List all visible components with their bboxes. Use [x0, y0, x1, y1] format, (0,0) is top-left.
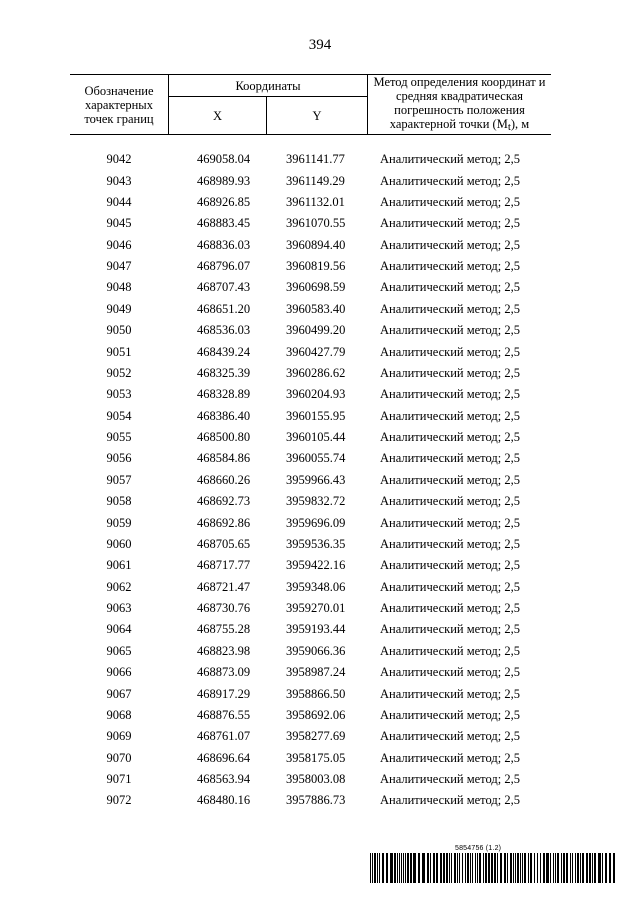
point-id: 9058 — [106, 494, 132, 509]
table-row — [70, 299, 550, 320]
point-id: 9072 — [106, 793, 132, 808]
y-coordinate: 3960698.59 — [286, 280, 346, 295]
x-coordinate: 468536.03 — [197, 323, 251, 338]
y-coordinate: 3960427.79 — [286, 344, 346, 359]
table-row — [70, 235, 550, 256]
point-id: 9068 — [106, 707, 132, 722]
y-coordinate: 3960204.93 — [286, 387, 346, 402]
method-value: Аналитический метод; 2,5 — [380, 707, 520, 722]
point-id: 9044 — [106, 194, 132, 209]
method-value: Аналитический метод; 2,5 — [380, 259, 520, 274]
point-id: 9047 — [106, 259, 132, 274]
method-value: Аналитический метод; 2,5 — [380, 280, 520, 295]
method-value: Аналитический метод; 2,5 — [380, 301, 520, 316]
x-coordinate: 468989.93 — [197, 173, 251, 188]
table-row — [70, 406, 550, 427]
method-value: Аналитический метод; 2,5 — [380, 152, 520, 167]
x-coordinate: 468707.43 — [197, 280, 251, 295]
x-coordinate: 468439.24 — [197, 344, 251, 359]
y-coordinate: 3961070.55 — [286, 216, 346, 231]
table-row — [70, 555, 550, 576]
point-id: 9070 — [106, 750, 132, 765]
y-coordinate: 3959832.72 — [286, 494, 346, 509]
table-row — [70, 534, 550, 555]
x-coordinate: 468917.29 — [197, 686, 251, 701]
table-row — [70, 769, 550, 790]
x-coordinate: 468796.07 — [197, 259, 251, 274]
point-id: 9065 — [106, 643, 132, 658]
method-column-header: Метод определения координат и средняя квадратическая погрешность положения характерной точки (Mt), м — [368, 75, 552, 135]
method-value: Аналитический метод; 2,5 — [380, 772, 520, 787]
point-id: 9043 — [106, 173, 132, 188]
method-value: Аналитический метод; 2,5 — [380, 665, 520, 680]
x-coordinate: 468328.89 — [197, 387, 251, 402]
table-row — [70, 320, 550, 341]
x-coordinate: 468876.55 — [197, 707, 251, 722]
barcode — [370, 853, 618, 883]
point-id: 9050 — [106, 323, 132, 338]
y-column-header: Y — [267, 97, 368, 135]
x-coordinate: 468717.77 — [197, 558, 251, 573]
x-coordinate: 468696.64 — [197, 750, 251, 765]
method-value: Аналитический метод; 2,5 — [380, 472, 520, 487]
page-number: 394 — [308, 37, 332, 53]
x-coordinate: 468584.86 — [197, 451, 251, 466]
point-id: 9062 — [106, 579, 132, 594]
y-coordinate: 3958692.06 — [286, 707, 346, 722]
point-id: 9048 — [106, 280, 132, 295]
table-row — [70, 427, 550, 448]
table-row — [70, 726, 550, 747]
point-id: 9057 — [106, 472, 132, 487]
y-coordinate: 3959422.16 — [286, 558, 346, 573]
x-coordinate: 469058.04 — [197, 152, 251, 167]
method-value: Аналитический метод; 2,5 — [380, 515, 520, 530]
table-row — [70, 149, 550, 170]
x-coordinate: 468325.39 — [197, 365, 251, 380]
y-coordinate: 3960894.40 — [286, 237, 346, 252]
method-value: Аналитический метод; 2,5 — [380, 622, 520, 637]
y-coordinate: 3961149.29 — [286, 173, 345, 188]
y-coordinate: 3960155.95 — [286, 408, 346, 423]
x-coordinate: 468755.28 — [197, 622, 251, 637]
y-coordinate: 3961141.77 — [286, 152, 345, 167]
table-row — [70, 170, 550, 191]
point-id: 9059 — [106, 515, 132, 530]
table-row — [70, 213, 550, 234]
method-value: Аналитический метод; 2,5 — [380, 430, 520, 445]
table-row — [70, 192, 550, 213]
y-coordinate: 3959348.06 — [286, 579, 346, 594]
table-row — [70, 512, 550, 533]
y-coordinate: 3959966.43 — [286, 472, 346, 487]
method-value: Аналитический метод; 2,5 — [380, 643, 520, 658]
table-row — [70, 662, 550, 683]
y-coordinate: 3958277.69 — [286, 729, 346, 744]
x-coordinate: 468692.73 — [197, 494, 251, 509]
point-id: 9064 — [106, 622, 132, 637]
method-value: Аналитический метод; 2,5 — [380, 408, 520, 423]
point-id: 9067 — [106, 686, 132, 701]
method-value: Аналитический метод; 2,5 — [380, 750, 520, 765]
x-coordinate: 468926.85 — [197, 194, 251, 209]
point-id: 9060 — [106, 536, 132, 551]
point-id: 9042 — [106, 152, 132, 167]
y-coordinate: 3959193.44 — [286, 622, 346, 637]
table-row — [70, 256, 550, 277]
x-coordinate: 468823.98 — [197, 643, 251, 658]
y-coordinate: 3959696.09 — [286, 515, 346, 530]
barcode-label: 5854756 (1.2) — [455, 845, 502, 852]
point-id: 9066 — [106, 665, 132, 680]
point-id: 9053 — [106, 387, 132, 402]
table-row — [70, 384, 550, 405]
method-value: Аналитический метод; 2,5 — [380, 536, 520, 551]
y-coordinate: 3957886.73 — [286, 793, 346, 808]
table-header — [70, 74, 551, 135]
x-coordinate: 468480.16 — [197, 793, 251, 808]
method-value: Аналитический метод; 2,5 — [380, 323, 520, 338]
table-row — [70, 748, 550, 769]
y-coordinate: 3959536.35 — [286, 536, 346, 551]
x-coordinate: 468730.76 — [197, 601, 251, 616]
point-id: 9071 — [106, 772, 132, 787]
point-id: 9052 — [106, 365, 132, 380]
method-value: Аналитический метод; 2,5 — [380, 344, 520, 359]
method-value: Аналитический метод; 2,5 — [380, 173, 520, 188]
x-coordinate: 468500.80 — [197, 430, 251, 445]
method-value: Аналитический метод; 2,5 — [380, 793, 520, 808]
x-coordinate: 468705.65 — [197, 536, 251, 551]
y-coordinate: 3958866.50 — [286, 686, 346, 701]
coordinates-table-body — [70, 149, 550, 812]
x-coordinate: 468386.40 — [197, 408, 251, 423]
point-column-header: Обозначение характерных точек границ — [70, 75, 169, 135]
table-row — [70, 598, 550, 619]
method-value: Аналитический метод; 2,5 — [380, 494, 520, 509]
y-coordinate: 3960055.74 — [286, 451, 346, 466]
x-coordinate: 468883.45 — [197, 216, 251, 231]
method-value: Аналитический метод; 2,5 — [380, 237, 520, 252]
x-coordinate: 468873.09 — [197, 665, 251, 680]
y-coordinate: 3960286.62 — [286, 365, 346, 380]
x-coordinate: 468692.86 — [197, 515, 251, 530]
y-coordinate: 3960583.40 — [286, 301, 346, 316]
x-coordinate: 468563.94 — [197, 772, 251, 787]
point-id: 9069 — [106, 729, 132, 744]
x-coordinate: 468660.26 — [197, 472, 251, 487]
table-row — [70, 641, 550, 662]
x-coordinate: 468836.03 — [197, 237, 251, 252]
y-coordinate: 3958987.24 — [286, 665, 346, 680]
table-row — [70, 491, 550, 512]
method-value: Аналитический метод; 2,5 — [380, 601, 520, 616]
method-value: Аналитический метод; 2,5 — [380, 686, 520, 701]
point-id: 9046 — [106, 237, 132, 252]
y-coordinate: 3960819.56 — [286, 259, 346, 274]
point-id: 9051 — [106, 344, 132, 359]
y-coordinate: 3959066.36 — [286, 643, 346, 658]
table-row — [70, 341, 550, 362]
method-value: Аналитический метод; 2,5 — [380, 451, 520, 466]
x-coordinate: 468761.07 — [197, 729, 251, 744]
x-column-header: X — [169, 97, 267, 135]
point-id: 9054 — [106, 408, 132, 423]
x-coordinate: 468721.47 — [197, 579, 251, 594]
method-value: Аналитический метод; 2,5 — [380, 558, 520, 573]
point-id: 9045 — [106, 216, 132, 231]
coordinates-header: Координаты — [169, 75, 368, 97]
y-coordinate: 3958003.08 — [286, 772, 346, 787]
table-row — [70, 683, 550, 704]
table-row — [70, 790, 550, 811]
table-row — [70, 363, 550, 384]
point-id: 9056 — [106, 451, 132, 466]
point-id: 9061 — [106, 558, 132, 573]
method-value: Аналитический метод; 2,5 — [380, 729, 520, 744]
table-row — [70, 470, 550, 491]
point-id: 9055 — [106, 430, 132, 445]
y-coordinate: 3961132.01 — [286, 194, 345, 209]
y-coordinate: 3958175.05 — [286, 750, 346, 765]
subscript-t: t — [507, 121, 511, 133]
point-id: 9063 — [106, 601, 132, 616]
method-value: Аналитический метод; 2,5 — [380, 365, 520, 380]
method-value: Аналитический метод; 2,5 — [380, 387, 520, 402]
table-row — [70, 619, 550, 640]
x-coordinate: 468651.20 — [197, 301, 251, 316]
table-row — [70, 448, 550, 469]
table-row — [70, 277, 550, 298]
point-id: 9049 — [106, 301, 132, 316]
method-value: Аналитический метод; 2,5 — [380, 216, 520, 231]
y-coordinate: 3959270.01 — [286, 601, 346, 616]
method-value: Аналитический метод; 2,5 — [380, 579, 520, 594]
method-value: Аналитический метод; 2,5 — [380, 194, 520, 209]
table-row — [70, 577, 550, 598]
table-row — [70, 705, 550, 726]
y-coordinate: 3960499.20 — [286, 323, 346, 338]
y-coordinate: 3960105.44 — [286, 430, 346, 445]
